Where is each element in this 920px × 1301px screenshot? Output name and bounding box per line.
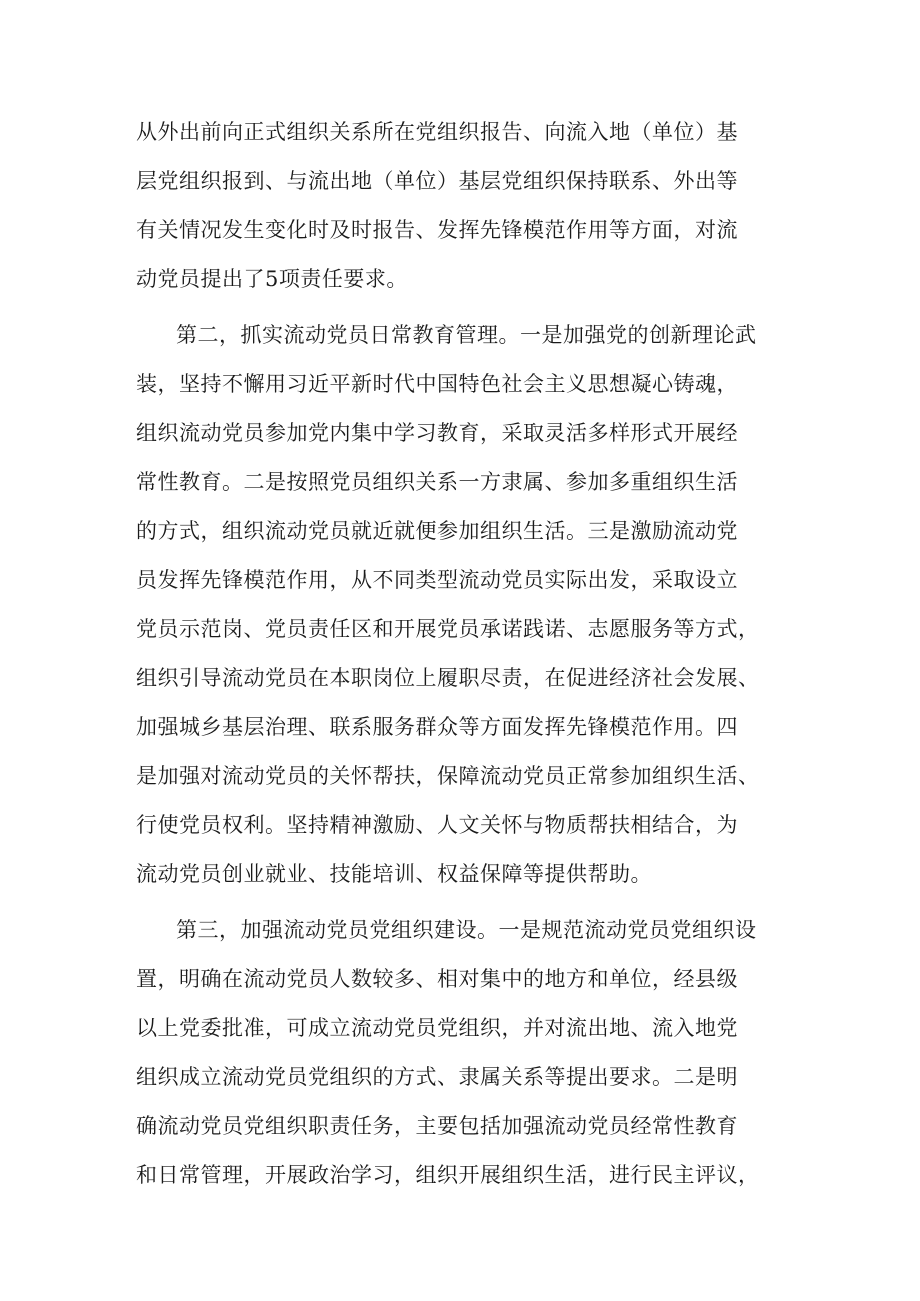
- text-line: 组织流动党员参加党内集中学习教育，采取灵活多样形式开展经: [136, 421, 738, 445]
- text-line: 装，坚持不懈用习近平新时代中国特色社会主义思想凝心铸魂，: [136, 372, 738, 396]
- text-line: 以上党委批准，可成立流动党员党组织，并对流出地、流入地党: [136, 1016, 738, 1040]
- text-line: 行使党员权利。坚持精神激励、人文关怀与物质帮扶相结合，为: [136, 813, 738, 837]
- text-line: 的方式，组织流动党员就近就便参加组织生活。三是激励流动党: [136, 519, 738, 543]
- text-line: 是加强对流动党员的关怀帮扶，保障流动党员正常参加组织生活、: [136, 764, 760, 788]
- text-line: 第三，加强流动党员党组织建设。一是规范流动党员党组织设: [176, 918, 757, 942]
- text-line: 动党员提出了5项责任要求。: [136, 267, 408, 291]
- text-line: 流动党员创业就业、技能培训、权益保障等提供帮助。: [136, 862, 652, 886]
- text-line: 组织引导流动党员在本职岗位上履职尽责，在促进经济社会发展、: [136, 666, 760, 690]
- text-line: 员发挥先锋模范作用，从不同类型流动党员实际出发，采取设立: [136, 568, 738, 592]
- text-line: 常性教育。二是按照党员组织关系一方隶属、参加多重组织生活: [136, 470, 738, 494]
- text-line: 确流动党员党组织职责任务，主要包括加强流动党员经常性教育: [136, 1114, 738, 1138]
- text-line: 组织成立流动党员党组织的方式、隶属关系等提出要求。二是明: [136, 1065, 738, 1089]
- text-line: 加强城乡基层治理、联系服务群众等方面发挥先锋模范作用。四: [136, 715, 738, 739]
- text-line: 从外出前向正式组织关系所在党组织报告、向流入地（单位）基: [136, 120, 738, 144]
- text-line: 和日常管理，开展政治学习，组织开展组织生活，进行民主评议，: [136, 1163, 760, 1187]
- text-line: 第二，抓实流动党员日常教育管理。一是加强党的创新理论武: [176, 323, 757, 347]
- text-line: 层党组织报到、与流出地（单位）基层党组织保持联系、外出等: [136, 169, 738, 193]
- text-line: 置，明确在流动党员人数较多、相对集中的地方和单位，经县级: [136, 967, 738, 991]
- text-line: 有关情况发生变化时及时报告、发挥先锋模范作用等方面，对流: [136, 218, 738, 242]
- text-line: 党员示范岗、党员责任区和开展党员承诺践诺、志愿服务等方式，: [136, 617, 760, 641]
